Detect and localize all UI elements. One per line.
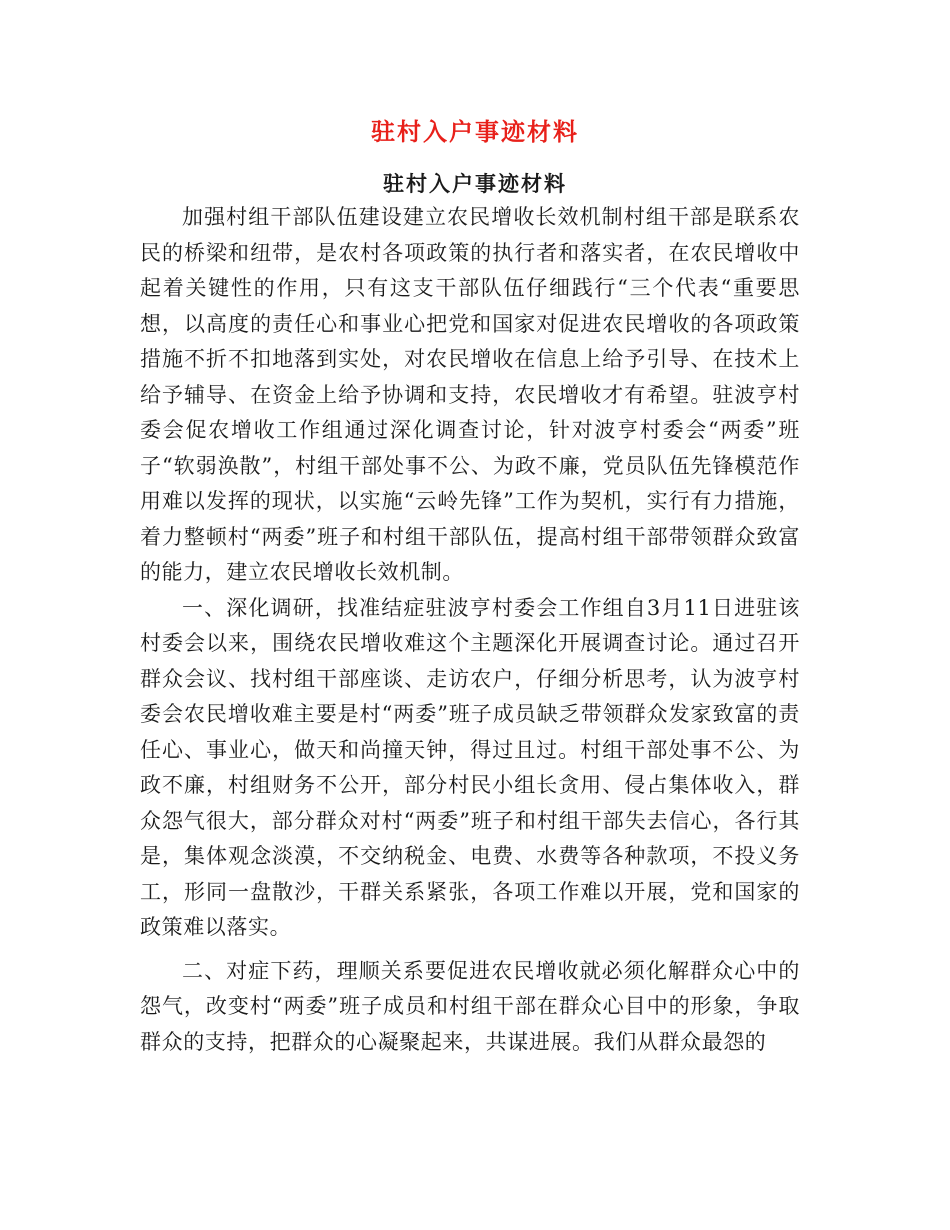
document-body xyxy=(140,200,800,1060)
paragraph-section-one: 一、深化调研，找准结症驻波亨村委会工作组自3月11日进驻该村委会以来，围绕农民增收难这个主题深化开展调查讨论。通过召开群众会议、找村组干部座谈、走访农户，仔细分析思考，认为波亨村委会农民增收难主要是村“两委”班子成员缺乏带领群众发家致富的责任心、事业心，做天和尚撞天钟，得过且过。村组干部处事不公、为政不廉，村组财务不公开，部分村民小组长贪用、侵占集体收入，群众怨气很大，部分群众对村“两委”班子和村组干部失去信心，各行其是，集体观念淡漠，不交纳税金、电费、水费等各种款项，不投义务工，形同一盘散沙，干群关系紧张，各项工作难以开展，党和国家的政策难以落实。 xyxy=(140,595,800,939)
document-subtitle: 驻村入户事迹材料 xyxy=(383,171,567,196)
paragraph-intro: 加强村组干部队伍建设建立农民增收长效机制村组干部是联系农民的桥梁和纽带，是农村各项政策的执行者和落实者，在农民增收中起着关键性的作用，只有这支干部队伍仔细践行“三个代表“重要思想，以高度的责任心和事业心把党和国家对促进农民增收的各项政策措施不折不扣地落到实处，对农民增收在信息上给予引导、在技术上给予辅导、在资金上给予协调和支持，农民增收才有希望。驻波亨村委会促农增收工作组通过深化调查讨论，针对波亨村委会“两委”班子“软弱涣散”，村组干部处事不公、为政不廉，党员队伍先锋模范作用难以发挥的现状，以实施“云岭先锋”工作为契机，实行有力措施，着力整顿村“两委”班子和村组干部队伍，提高村组干部带领群众致富的能力，建立农民增收长效机制。 xyxy=(140,205,800,584)
document-title: 驻村入户事迹材料 xyxy=(371,118,579,146)
paragraph-section-two: 二、对症下药，理顺关系要促进农民增收就必须化解群众心中的怨气，改变村“两委”班子成员和村组干部在群众心目中的形象，争取群众的支持，把群众的心凝聚起来，共谋进展。我们从群众最怨的 xyxy=(140,958,800,1054)
